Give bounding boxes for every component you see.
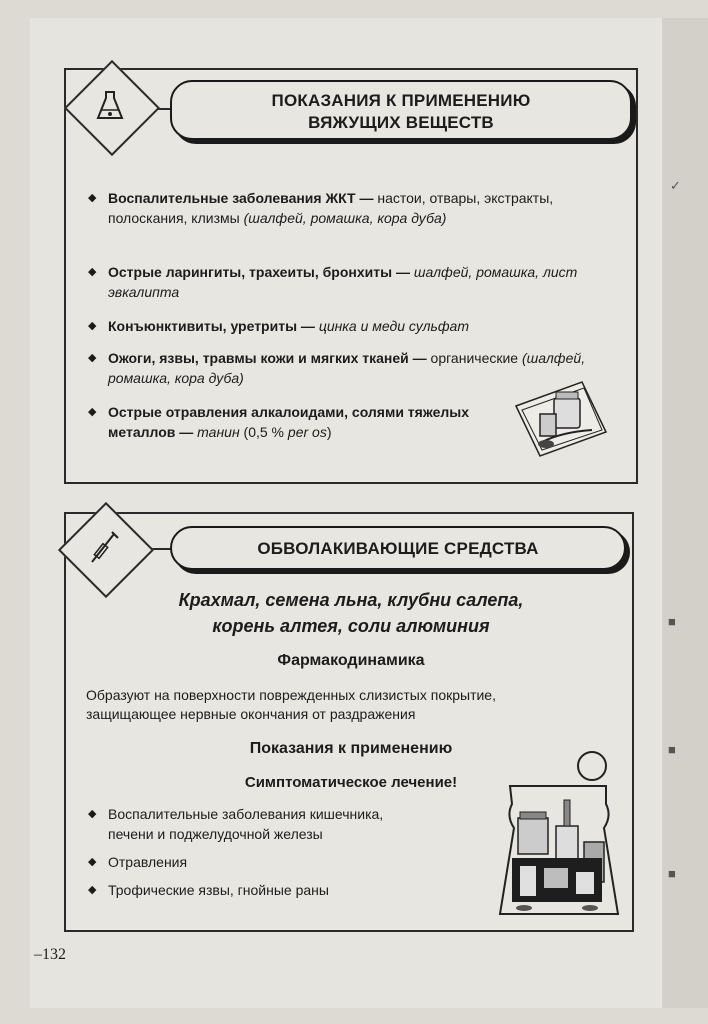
diamond-bullet-icon: ◆ [88, 320, 97, 332]
diamond-bullet-icon: ◆ [88, 856, 97, 868]
list-item-text: Трофические язвы, гнойные раны [108, 882, 329, 898]
section-title: ОБВОЛАКИВАЮЩИЕ СРЕДСТВА [170, 526, 626, 570]
item-line: печени и поджелудочной железы [108, 826, 323, 842]
adjacent-page-mark: ■ [668, 866, 676, 881]
diamond-bullet-icon: ◆ [88, 266, 97, 278]
diamond-bullet-icon: ◆ [88, 406, 97, 418]
item-bold: Острые отравления алкалоидами, солями тяжелых металлов — [108, 404, 469, 440]
list-item-text [108, 402, 508, 442]
pharmacodynamics-heading: Фармакодинамика [277, 652, 425, 669]
list-item-text: Отравления [108, 854, 188, 870]
item-bold: Острые ларингиты, трахеиты, бронхиты — [108, 264, 410, 280]
list-item-text [108, 262, 608, 302]
adjacent-page-mark: ■ [668, 614, 676, 629]
mortar-and-bottles-illustration [494, 746, 624, 922]
item-italic: (шалфей, ромашка, кора дуба) [243, 210, 447, 226]
section-title-line: ВЯЖУЩИХ ВЕЩЕСТВ [308, 113, 494, 132]
symptomatic-treatment-note: Симптоматическое лечение! [244, 774, 458, 791]
item-normal: (0,5 % [239, 424, 288, 440]
list-item-text [108, 316, 608, 336]
item-bold: Ожоги, язвы, травмы кожи и мягких тканей — [108, 350, 427, 366]
diamond-bullet-icon: ◆ [88, 192, 97, 204]
list-item-text [108, 804, 488, 844]
item-normal: настои, отвары, экстракты, полоскания, клизмы [108, 190, 554, 226]
diamond-bullet-icon: ◆ [88, 808, 97, 820]
adjacent-page-mark: ■ [668, 742, 676, 757]
item-italic: танин [197, 424, 240, 440]
page-number: –132 [34, 946, 66, 963]
flask-icon [90, 86, 130, 126]
item-italic: шалфей, ромашка, лист эвкалипта [108, 264, 578, 300]
item-italic: цинка и меди сульфат [318, 318, 469, 334]
pharmacodynamics-text: Образуют на поверхности поврежденных слизистых покрытие, [86, 687, 496, 703]
item-italic: (шалфей, ромашка, кора дуба) [108, 350, 586, 386]
syringe-icon [84, 528, 124, 568]
item-bold: Конъюнктивиты, уретриты — [108, 318, 315, 334]
agents-list-line: корень алтея, соли алюминия [212, 616, 490, 636]
item-italic: per os [287, 424, 327, 440]
pharmacodynamics-text: защищающее нервные окончания от раздражения [86, 706, 416, 722]
diamond-bullet-icon: ◆ [88, 884, 97, 896]
indications-heading: Показания к применению [249, 740, 453, 757]
item-bold: Воспалительные заболевания ЖКТ — [108, 190, 374, 206]
agents-list-line: Крахмал, семена льна, клубни салепа, [178, 590, 524, 610]
medicine-jars-illustration [512, 376, 608, 462]
diamond-bullet-icon: ◆ [88, 352, 97, 364]
item-normal: органические [426, 350, 522, 366]
list-item-text [108, 188, 608, 228]
adjacent-page-edge [662, 18, 708, 1008]
section-title [170, 80, 632, 140]
item-normal: ) [326, 424, 332, 440]
adjacent-page-mark: ✓ [670, 178, 681, 193]
section-title-line: ПОКАЗАНИЯ К ПРИМЕНЕНИЮ [271, 91, 531, 110]
item-line: Воспалительные заболевания кишечника, [108, 806, 384, 822]
